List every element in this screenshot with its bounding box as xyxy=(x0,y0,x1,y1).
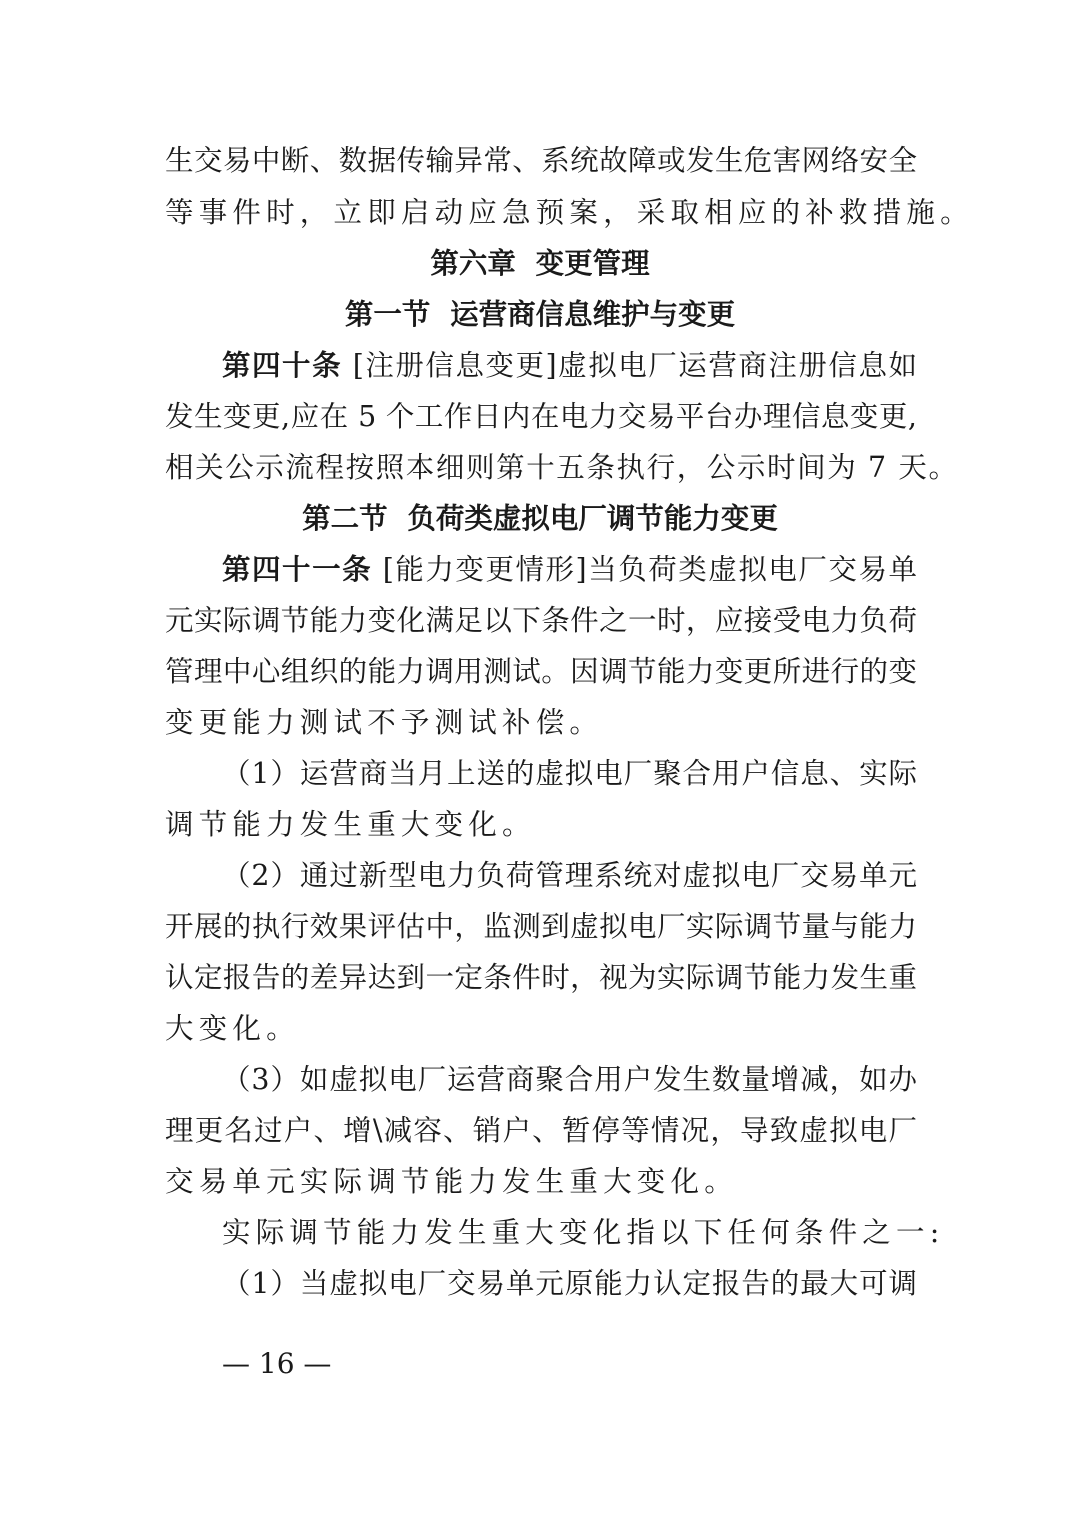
list-item-line: （2）通过新型电力负荷管理系统对虚拟电厂交易单元 xyxy=(222,859,917,892)
section-heading: 第一节 运营商信息维护与变更 xyxy=(344,298,736,331)
paragraph-line: 认定报告的差异达到一定条件时，视为实际调节能力发生重 xyxy=(165,961,917,994)
paragraph-line: 变更能力测试不予测试补偿。 xyxy=(165,706,604,739)
list-item-line: （3）如虚拟电厂运营商聚合用户发生数量增减，如办 xyxy=(222,1063,917,1096)
article-text: [能力变更情形]当负荷类虚拟电厂交易单 xyxy=(372,553,917,586)
article-number: 第四十一条 xyxy=(222,553,373,586)
article-number: 第四十条 xyxy=(222,349,343,382)
article-40-line xyxy=(222,340,917,392)
paragraph-line: 调节能力发生重大变化。 xyxy=(165,808,536,841)
article-41-line xyxy=(222,544,917,596)
paragraph-line: 发生变更,应在 5 个工作日内在电力交易平台办理信息变更, xyxy=(165,400,917,433)
article-text: [注册信息变更]虚拟电厂运营商注册信息如 xyxy=(342,349,917,382)
list-item-line: （1）运营商当月上送的虚拟电厂聚合用户信息、实际 xyxy=(222,757,917,790)
paragraph-line: 元实际调节能力变化满足以下条件之一时，应接受电力负荷 xyxy=(165,604,917,637)
list-item-line: （1）当虚拟电厂交易单元原能力认定报告的最大可调 xyxy=(222,1267,917,1300)
page-number: — 16 — xyxy=(222,1347,332,1380)
paragraph-line: 交易单元实际调节能力发生重大变化。 xyxy=(165,1165,738,1198)
paragraph-line: 相关公示流程按照本细则第十五条执行，公示时间为 7 天。 xyxy=(165,451,959,484)
paragraph-line: 大变化。 xyxy=(165,1012,300,1045)
section-heading: 第二节 负荷类虚拟电厂调节能力变更 xyxy=(302,502,778,535)
paragraph-line: 开展的执行效果评估中，监测到虚拟电厂实际调节量与能力 xyxy=(165,910,917,943)
paragraph-line: 实际调节能力发生重大变化指以下任何条件之一: xyxy=(222,1216,945,1249)
chapter-heading: 第六章 变更管理 xyxy=(430,247,650,280)
paragraph-line: 生交易中断、数据传输异常、系统故障或发生危害网络安全 xyxy=(165,144,917,177)
paragraph-line: 管理中心组织的能力调用测试。因调节能力变更所进行的变 xyxy=(165,655,917,688)
paragraph-line: 理更名过户、增\减容、销户、暂停等情况，导致虚拟电厂 xyxy=(165,1114,917,1147)
paragraph-line: 等事件时，立即启动应急预案，采取相应的补救措施。 xyxy=(165,196,974,229)
